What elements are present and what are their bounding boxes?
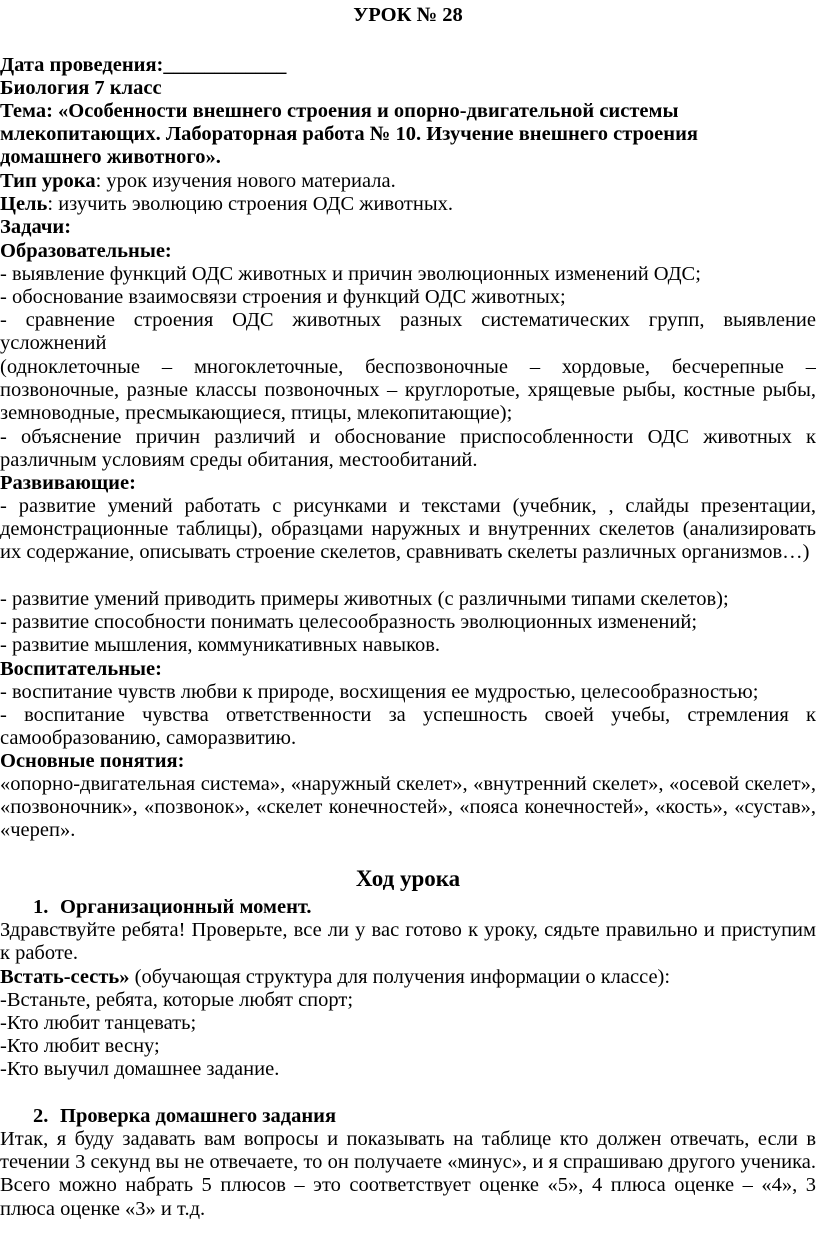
educational-item: - сравнение строения ОДС животных разных систематических групп, выявление усложнений xyxy=(0,309,816,355)
topic: Тема: «Особенности внешнего строения и опорно-двигательной системы млекопитающих. Лабораторная работа № 10. Изучение внешнего строения домашнего животного». xyxy=(0,100,698,169)
section2-heading xyxy=(0,1105,816,1129)
educational-heading: Образовательные: xyxy=(0,240,172,262)
educational-item: - объяснение причин различий и обоснование приспособленности ОДС животных к различным условиям среды обитания, местообитаний. xyxy=(0,426,816,472)
concepts-heading: Основные понятия: xyxy=(0,750,185,772)
goal-label: Цель xyxy=(0,193,48,215)
date-label: Дата проведения: xyxy=(0,54,164,76)
section1-heading xyxy=(0,896,816,920)
section1-structure xyxy=(0,966,816,989)
section2-number: 2. xyxy=(33,1105,49,1127)
developing-item: - развитие мышления, коммуникативных навыков. xyxy=(0,634,441,656)
section2-title: Проверка домашнего задания xyxy=(60,1105,337,1127)
developing-heading: Развивающие: xyxy=(0,472,136,494)
section1-title: Организационный момент. xyxy=(60,896,312,918)
educational-item: - выявление функций ОДС животных и причин эволюционных изменений ОДС; xyxy=(0,263,701,285)
concepts-text: «опорно-двигательная система», «наружный скелет», «внутренний скелет», «осевой скелет», «позвоночник», «позвонок», «скелет конечностей», «пояса конечностей», «кость», «сустав», «череп». xyxy=(0,773,816,842)
upbringing-heading: Воспитательные: xyxy=(0,658,162,680)
section1-greeting: Здравствуйте ребята! Проверьте, все ли у вас готово к уроку, сядьте правильно и приступим к работе. xyxy=(0,919,816,965)
section1-line: -Встаньте, ребята, которые любят спорт; xyxy=(0,989,354,1011)
developing-item: - развитие способности понимать целесообразность эволюционных изменений; xyxy=(0,611,698,633)
section1-number: 1. xyxy=(33,896,49,918)
lesson-title: УРОК № 28 xyxy=(353,4,463,26)
lesson-type xyxy=(0,170,816,193)
developing-item: - развитие умений работать с рисунками и текстами (учебник, , слайды презентации, демонстрационные таблицы), образцами наружных и внутренних скелетов (анализировать их содержание, описывать строение скелетов, сравнивать скелеты различных организмов…) xyxy=(0,495,816,564)
date-blank: ____________ xyxy=(163,54,287,76)
date-line xyxy=(0,54,816,77)
section2-text: Итак, я буду задавать вам вопросы и показывать на таблице кто должен отвечать, если в течении 3 секунд вы не отвечаете, то он получаете «минус», и я спрашиваю другого ученика. Всего можно набрать 5 плюсов – это соответствует оценке «5», 4 плюса оценке – «4», 3 плюса оценке «3» и т.д. xyxy=(0,1128,816,1220)
section1-line: -Кто любит танцевать; xyxy=(0,1012,197,1034)
lesson-type-label: Тип урока xyxy=(0,170,96,192)
course-heading: Ход урока xyxy=(355,866,461,891)
structure-text: (обучающая структура для получения информации о классе): xyxy=(129,966,671,988)
section1-line: -Кто любит весну; xyxy=(0,1035,160,1057)
upbringing-item: - воспитание чувств любви к природе, восхищения ее мудростью, целесообразностью; xyxy=(0,681,759,703)
upbringing-item: - воспитание чувства ответственности за успешность своей учебы, стремления к самообразованию, саморазвитию. xyxy=(0,704,816,750)
subject: Биология 7 класс xyxy=(0,77,162,99)
goal-value: : изучить эволюцию строения ОДС животных. xyxy=(47,193,454,215)
structure-label: Встать-сесть» xyxy=(0,966,130,988)
lesson-type-value: : урок изучения нового материала. xyxy=(95,170,396,192)
developing-item: - развитие умений приводить примеры животных (с различными типами скелетов); xyxy=(0,588,729,610)
tasks-heading: Задачи: xyxy=(0,216,72,238)
section1-line: -Кто выучил домашнее задание. xyxy=(0,1058,280,1080)
educational-item: - обоснование взаимосвязи строения и функций ОДС животных; xyxy=(0,286,566,308)
educational-item: (одноклеточные – многоклеточные, беспозвоночные – хордовые, бесчерепные – позвоночные, разные классы позвоночных – круглоротые, хрящевые рыбы, костные рыбы, земноводные, пресмыкающиеся, птицы, млекопитающие); xyxy=(0,356,816,425)
goal xyxy=(0,193,816,216)
